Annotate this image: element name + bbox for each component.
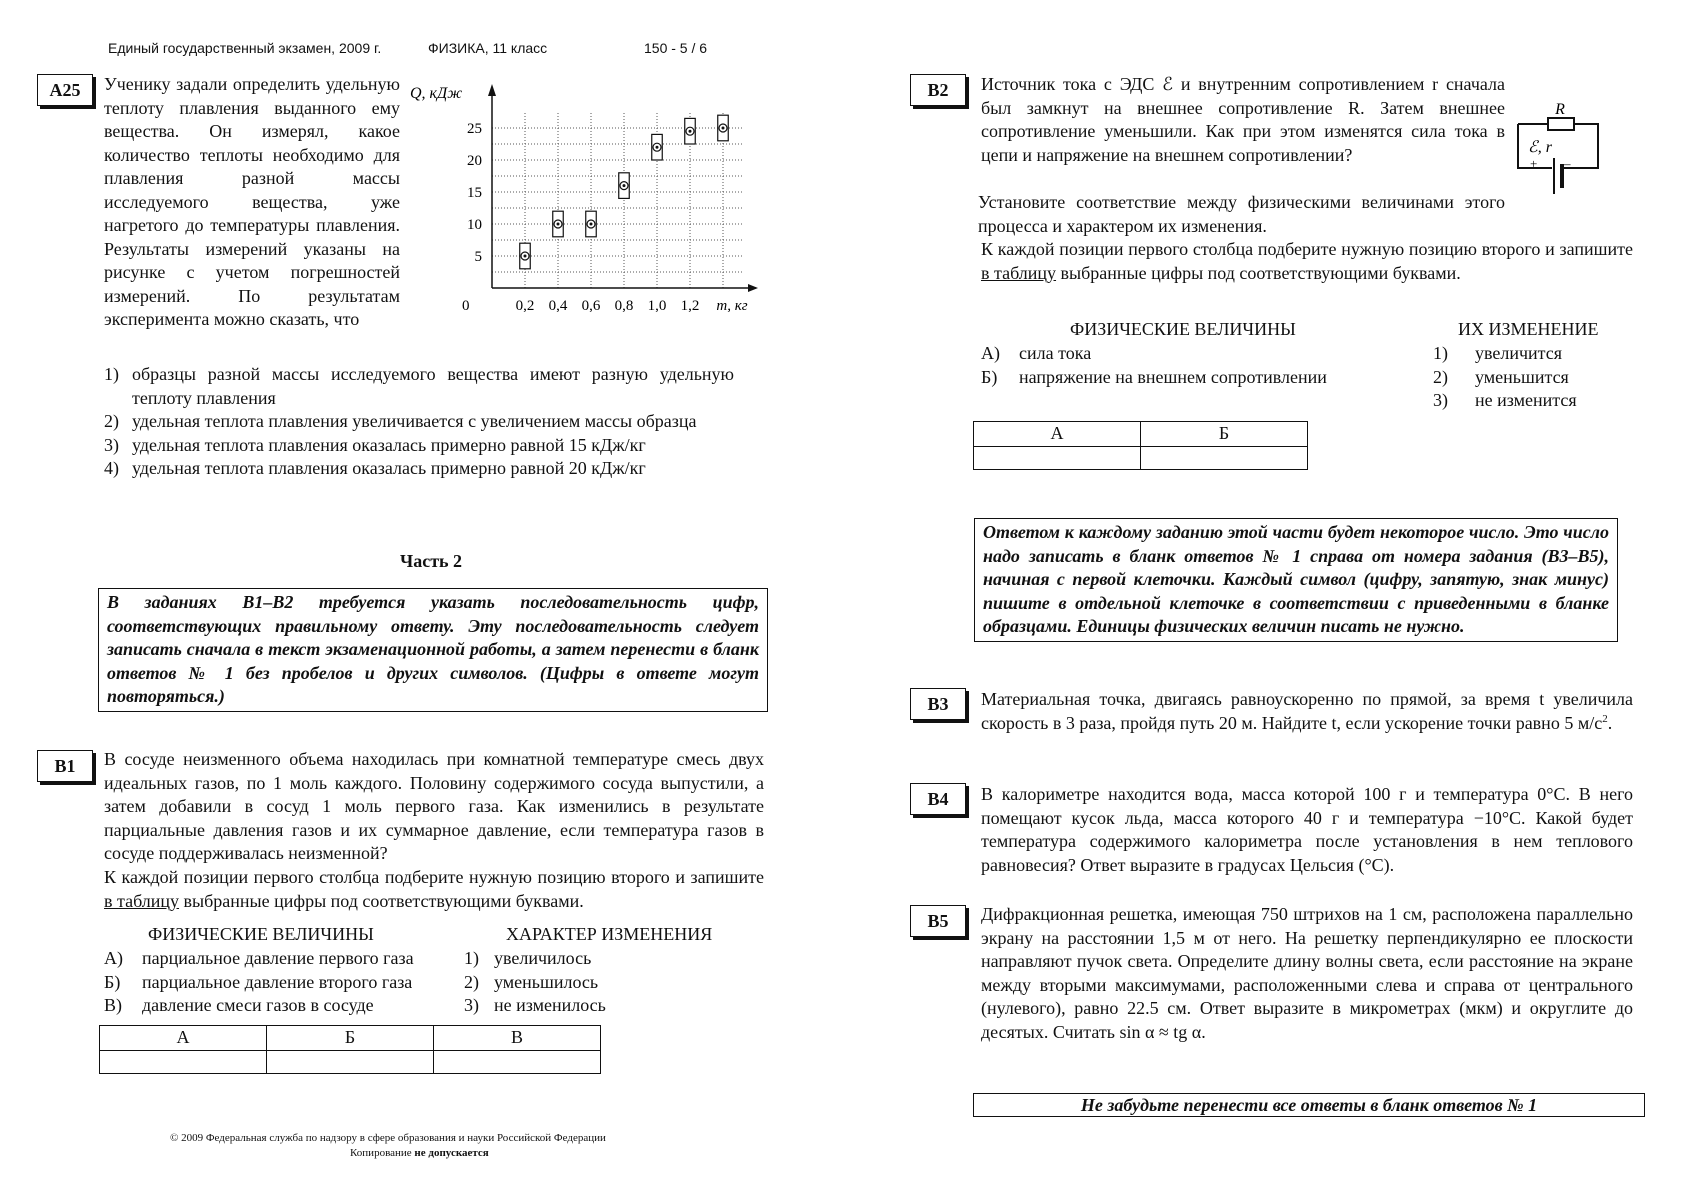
b1-left-list xyxy=(104,947,414,1018)
a25-options xyxy=(104,363,734,481)
b1-right-item: 3) не изменилось xyxy=(464,995,606,1015)
footer-copyright: © 2009 Федеральная служба по надзору в сфере образования и науки Российской Федерации xyxy=(170,1132,606,1144)
task-number-b2: В2 xyxy=(910,74,966,106)
a25-option-1: 1) образцы разной массы исследуемого вещества имеют разную удельную теплоту плавления xyxy=(104,364,734,408)
task-number-a25: А25 xyxy=(37,74,93,106)
b2-col-a: А xyxy=(974,422,1141,447)
b4-text: В калориметре находится вода, масса которой 100 г и температура 0°С. В него помещают кусок льда, масса которого 40 г и температура −10°С. Какой будет температура содержимого калориметра после установления в нем теплового равновесия? Ответ выразите в градусах Цельсия (°С). xyxy=(981,784,1633,875)
b1-answer-cell-v[interactable] xyxy=(434,1050,601,1073)
b1-col-a: А xyxy=(100,1026,267,1051)
x-tick-label: 0,4 xyxy=(548,298,568,312)
b1-table-reference: в таблицу xyxy=(104,890,180,911)
b2-instruction: К каждой позиции первого столбца подберите нужную позицию второго и запишите в таблицу выбранные цифры под соответствующими буквами. xyxy=(981,239,1633,283)
b2-right-item: 1) увеличится xyxy=(1433,343,1563,363)
resistor-label: R xyxy=(1555,101,1565,118)
page-number: 150 - 5 / 6 xyxy=(644,40,708,56)
b1-col-b: Б xyxy=(267,1026,434,1051)
b2-right-list xyxy=(1433,342,1577,413)
b2-text: Источник тока с ЭДС ℰ и внутренним сопротивлением r сначала был замкнут на внешнее сопротивление R. Затем внешнее сопротивление уменьшили. Как при этом изменятся сила тока в цепи и напряжение на внешнем сопротивлении? xyxy=(981,74,1505,165)
resistor-icon xyxy=(1548,118,1574,130)
b2-col-b: Б xyxy=(1141,422,1308,447)
b1-text: В сосуде неизменного объема находилась при комнатной температуре смесь двух идеальных газов, по 1 моль каждого. Половину содержимого сосуда выпустили, а затем добавили в сосуд 1 моль первого газа. Как изменились в результате парциальные давления газов и их суммарное давление, если температура газов в сосуде поддерживалась неизменной? xyxy=(104,749,764,863)
b1-left-item: В) давление смеси газов в сосуде xyxy=(104,995,374,1015)
data-point-center xyxy=(656,146,659,149)
part2-numeric-instructions-box: Ответом к каждому заданию этой части будет некоторое число. Это число надо записать в бланк ответов № 1 справа от номера задания (В3–В5), начиная с первой клеточки. Каждый символ (цифру, запятую, знак минус) пишите в отдельной клеточке в соответствии с приведенными в бланке образцами. Единицы физических величин писать не нужно. xyxy=(974,518,1618,642)
part2-instructions-box: В заданиях В1–В2 требуется указать последовательность цифр, соответствующих правильному ответу. Эту последовательность следует записать сначала в текст экзаменационной работы, а затем перенести в бланк ответов № 1 без пробелов и других символов. (Цифры в ответе могут повторяться.) xyxy=(98,588,768,712)
data-point-center xyxy=(623,184,626,187)
a25-option-3: 3) удельная теплота плавления оказалась примерно равной 15 кДж/кг xyxy=(104,434,646,455)
b1-instruction: К каждой позиции первого столбца подберите нужную позицию второго и запишите в таблицу выбранные цифры под соответствующими буквами. xyxy=(104,867,764,911)
x-tick-label: 0,6 xyxy=(581,298,601,312)
y-axis-arrow-icon xyxy=(488,84,496,96)
data-point-center xyxy=(722,127,725,130)
x-tick-label: 1,0 xyxy=(647,298,667,312)
b2-right-item: 3) не изменится xyxy=(1433,390,1577,410)
exam-title: Единый государственный экзамен, 2009 г. xyxy=(108,40,382,56)
b1-answer-cell-b[interactable] xyxy=(267,1050,434,1073)
data-point-center xyxy=(524,255,527,258)
b2-col2-header: ИХ ИЗМЕНЕНИЕ xyxy=(1458,319,1599,339)
data-point-center xyxy=(557,223,560,226)
plus-sign: + xyxy=(1530,156,1538,171)
b1-right-item: 1) увеличилось xyxy=(464,948,592,968)
b1-left-item: Б) парциальное давление второго газа xyxy=(104,971,413,992)
b2-circuit-diagram xyxy=(1512,96,1616,198)
b2-left-list xyxy=(981,342,1327,389)
a25-text: Ученику задали определить удельную теплоту плавления выданного ему вещества. Он измерял, какое количество теплоты необходимо для плавления разной массы исследуемого вещества, уже нагретого до температуры плавления. Результаты измерений указаны на рисунке с учетом погрешностей измерений. По результатам эксперимента можно сказать, что xyxy=(104,74,400,329)
x-axis-arrow-icon xyxy=(748,284,758,292)
b2-col1-header: ФИЗИЧЕСКИЕ ВЕЛИЧИНЫ xyxy=(1070,319,1296,339)
origin-label: 0 xyxy=(462,298,470,312)
data-point-center xyxy=(590,223,593,226)
b1-right-item: 2) уменьшилось xyxy=(464,971,599,992)
y-tick-label: 10 xyxy=(467,217,482,233)
task-number-b1: В1 xyxy=(37,750,93,782)
b1-col-v: В xyxy=(434,1026,601,1051)
data-point-center xyxy=(689,130,692,133)
b2-table-reference: в таблицу xyxy=(981,262,1057,283)
task-number-b3: В3 xyxy=(910,688,966,720)
b1-answer-cell-a[interactable] xyxy=(100,1050,267,1073)
x-axis-label: m, кг xyxy=(716,298,748,312)
b1-answer-table xyxy=(99,1025,601,1074)
x-tick-label: 0,2 xyxy=(515,298,535,312)
b2-left-item: Б) напряжение на внешнем сопротивлении xyxy=(981,366,1327,387)
b1-col1-header: ФИЗИЧЕСКИЕ ВЕЛИЧИНЫ xyxy=(148,924,374,944)
b3-text: Материальная точка, двигаясь равноускоренно по прямой, за время t увеличила скорость в 3 раза, пройдя путь 20 м. Найдите t, если ускорение точки равно 5 $м/с^2$. xyxy=(981,689,1633,733)
task-number-b5: В5 xyxy=(910,905,966,937)
minus-sign: – xyxy=(1564,156,1571,171)
footer-copying: Копирование не допускается xyxy=(350,1147,489,1159)
y-tick-label: 25 xyxy=(467,121,482,137)
b1-col2-header: ХАРАКТЕР ИЗМЕНЕНИЯ xyxy=(506,924,713,944)
b2-answer-cell-b[interactable] xyxy=(1141,446,1308,469)
a25-option-2: 2) удельная теплота плавления увеличивается с увеличением массы образца xyxy=(104,411,697,431)
b2-text-2: Установите соответствие между физическими величинами этого процесса и характером их изменения. xyxy=(978,192,1505,236)
b2-answer-cell-a[interactable] xyxy=(974,446,1141,469)
a25-scatter-chart xyxy=(410,82,760,312)
task-number-b4: В4 xyxy=(910,783,966,815)
b2-answer-table xyxy=(973,421,1308,470)
a25-option-4: 4) удельная теплота плавления оказалась примерно равной 20 кДж/кг xyxy=(104,458,646,478)
reminder-box: Не забудьте перенести все ответы в бланк ответов № 1 xyxy=(973,1093,1645,1117)
emf-label: ℰ, r xyxy=(1528,139,1552,156)
y-tick-label: 20 xyxy=(467,153,482,169)
subject-title: ФИЗИКА, 11 класс xyxy=(428,40,548,56)
x-tick-label: 0,8 xyxy=(614,298,634,312)
y-tick-label: 15 xyxy=(467,185,482,201)
part2-title: Часть 2 xyxy=(400,551,463,571)
b2-left-item: А) сила тока xyxy=(981,343,1092,363)
y-axis-label: Q, кДж xyxy=(410,85,463,102)
x-tick-label: 1,2 xyxy=(680,298,700,312)
b1-left-item: А) парциальное давление первого газа xyxy=(104,948,414,968)
b5-text: Дифракционная решетка, имеющая 750 штрихов на 1 см, расположена параллельно экрану на расстоянии 1,5 м от него. На решетку перпендикулярно ее плоскости направляют пучок света. Определите длину волны света, если расстояние на экране между вторыми максимумами, расположенными слева и справа от центрального (нулевого), равно 22.5 см. Ответ выразите в микрометрах (мкм) и округлите до десятых. Считать sin α ≈ tg α. xyxy=(981,904,1633,1042)
b1-right-list xyxy=(464,947,606,1018)
b2-right-item: 2) уменьшится xyxy=(1433,366,1569,387)
y-tick-label: 5 xyxy=(474,249,482,265)
